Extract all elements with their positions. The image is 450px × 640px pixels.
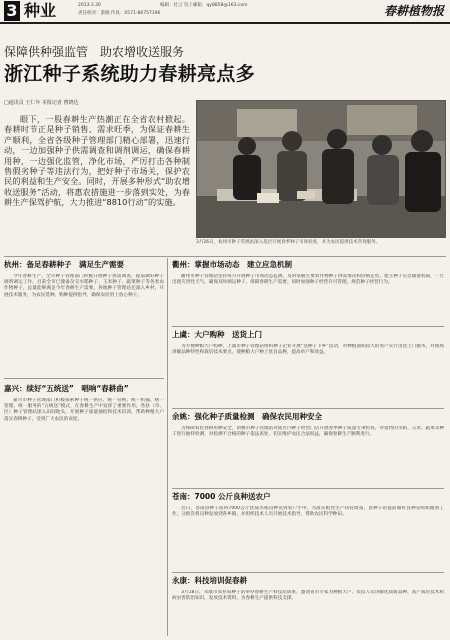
masthead-logo: 春耕植物报 — [383, 4, 444, 18]
article-title-yuyao: 余姚：强化种子质量检测 确保农民用种安全 — [172, 412, 322, 421]
article-body-yongkang: 3月18日，永康市农业局种子站举办春耕生产科技培训班，邀请省市专家为种粮大户、农技人员讲解优质新品种、高产栽培技术和病虫害防治知识，发放技术资料，为春耕生产提供科技支撑。 — [172, 590, 444, 602]
article-body-yuyao: 为保障农民春耕用种安全，余姚市种子管理站对辖区内种子经营门店开展春季种子质量专项检查，对销售的水稻、玉米、蔬菜等种子进行抽样检测，对检测不合格的种子依法查处，切实维护农民合法权益，确保春耕生产顺利进行。 — [172, 426, 444, 438]
divider — [172, 488, 444, 489]
headline: 浙江种子系统助力春耕亮点多 — [4, 63, 255, 85]
editor-line-2: 责任校对：萧晓 传真：0571-86757196 — [78, 11, 161, 16]
divider — [172, 326, 444, 327]
article-body-quzhou: 衢州市种子管理站坚持每月开展种子市场动态监测，及时掌握主要农作物种子供需情况和价格走势，建立种子应急储备机制，一旦出现灾害性天气，确保及时调运种子，保障春耕生产需要。同时加强种子经营许可管理，规范种子经营行为。 — [172, 274, 444, 286]
page-header — [0, 0, 450, 24]
divider — [172, 408, 444, 409]
article-body-cangnan: 近日，苍南县种子站将7000公斤优质水稻良种送到农户手中。为落实粮食生产扶持政策，县种子站提前做好良种采购和储备工作，分批次将良种发放到各乡镇，并组织技术人员开展技术指导，帮助农民科学种田。 — [172, 506, 444, 518]
article-body-jiaxing: 嘉兴市种子管理部门积极探索种子统一供应、统一育秧、统一机插、统一管理、统一服务的“五统送”模式，在春耕生产中发挥了重要作用。各县（市、区）种子管理站深入田间地头，开展种子质量抽检和技术培训，帮助种粮大户落实春耕种子，受到广大农民的欢迎。 — [4, 398, 164, 422]
photo-caption: 3月26日，杭州市种子管理站深入基层开展春季种子市场检查，并为农民提供技术咨询服务。 — [196, 240, 381, 245]
page-number: 3 — [4, 1, 20, 21]
news-photo — [196, 100, 446, 238]
article-body-hangzhou: 今年春耕生产，全市种子管理部门积极开展种子供需调查，提前做好种子调剂调运工作。目前全市已储备杂交水稻种子、玉米种子、蔬菜种子等各类农作物种子，总量能够满足今年春耕生产需要。各地种子管理站还深入乡村，开展技术服务，为农民选种、购种提供指导，确保农民用上放心种子。 — [4, 274, 164, 298]
subtitle: 保障供种强监管 助农增收送服务 — [4, 45, 185, 59]
article-title-hangzhou: 杭州：备足春耕种子 满足生产需要 — [4, 260, 124, 269]
section-name: 种业 — [24, 1, 57, 20]
article-title-quzhou: 衢州：掌握市场动态 建立应急机制 — [172, 260, 292, 269]
divider — [4, 378, 164, 379]
editor-info: 编辑：付云 电子邮箱：qy8858@163.com — [160, 3, 248, 8]
article-title-cangnan: 苍南：7000 公斤良种送农户 — [172, 492, 271, 501]
issue-date: 2013.3.30 — [78, 3, 101, 8]
divider — [4, 256, 446, 257]
article-body-shangyu: 为方便种粮大户购种，上虞市种子管理站组织种子企业开展“送种子下乡”活动，对种植面积较大的农户实行送货上门服务，并现场讲解品种特性和栽培技术要点，使种粮大户种上优良品种，提高单产和效益。 — [172, 344, 444, 356]
article-title-jiaxing: 嘉兴：续好“五统送” 唱响“春耕曲” — [4, 384, 129, 393]
lead-paragraph: 眼下，一股春耕生产热潮正在全省农村掀起。春耕时节正是种子销售、需求旺季，为保证春耕生产顺利，全省各级种子管理部门精心部署，迅速行动，一边加强种子供需调查和调剂调运，确保春耕用种，一边强化监管，净化市场，严厉打击各种制售假劣种子等违法行为，把好种子市场关，保护农民的利益和生产安全。同时，开展多种形式“助农增收送服务”活动，将惠农措施进一步落到实处，为春耕生产保驾护航，大力推进“8810行动”的实施。 — [4, 114, 190, 208]
byline: □通讯员 王仁年 本报记者 曹晓达 — [4, 100, 79, 106]
column-divider — [167, 258, 168, 636]
article-title-shangyu: 上虞：大户购种 送货上门 — [172, 330, 262, 339]
article-title-yongkang: 永康：科技培训促春耕 — [172, 576, 247, 585]
divider — [172, 572, 444, 573]
